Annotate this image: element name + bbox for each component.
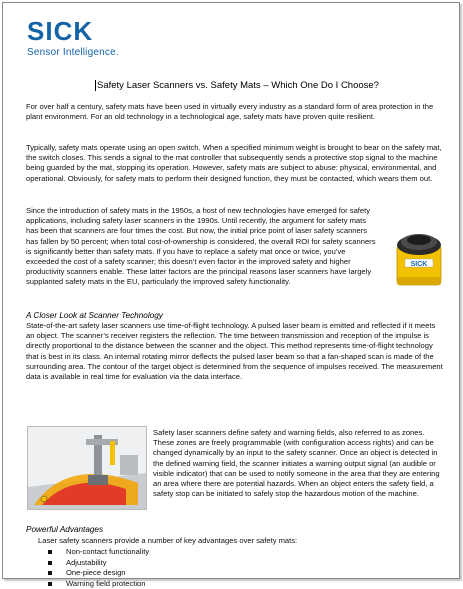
- scanner-logo-mark: SICK: [410, 261, 428, 268]
- paragraph-safety-fields: Safety laser scanners define safety and warning fields, also referred to as zones. These zones are freely programmable (with configuration access rights) and can be changed dynamically by an input to the safety scanner. Once an object is detected in the defined warning field, the scanner initiates a warning output signal (an audible or visible indicator) that can be used to notify someone in the area that they are entering an area where there are potential hazards. When an object enters the safety field, a safety stop can be initiated to safely stop the hazardous motion of the machine.: [153, 428, 440, 499]
- list-item: One-piece design: [48, 568, 149, 579]
- paragraph-intro: For over half a century, safety mats have been used in virtually every industry as a standard form of area protection in the plant environment. For an old technology in a technological age, safety mats have proven quite resilient.: [26, 102, 434, 122]
- paragraph-advantages-intro: Laser safety scanners provide a number of key advantages over safety mats:: [38, 536, 298, 545]
- document-title: Safety Laser Scanners vs. Safety Mats – Which One Do I Choose?: [97, 80, 379, 91]
- logo-tagline: Sensor Intelligence.: [27, 47, 119, 58]
- safety-scanner-image: [391, 225, 447, 289]
- sick-logo: [27, 18, 119, 58]
- heading-scanner-technology: A Closer Look at Scanner Technology: [26, 311, 163, 320]
- list-item: Adjustability: [48, 558, 149, 569]
- list-item: Non-contact functionality: [48, 547, 149, 558]
- document-page: [2, 2, 460, 588]
- heading-powerful-advantages: Powerful Advantages: [26, 525, 104, 534]
- advantages-list: [48, 547, 149, 589]
- logo-brand: SICK: [27, 16, 94, 46]
- list-item: Warning field protection: [48, 579, 149, 589]
- robot-cell-image: [27, 426, 147, 510]
- paragraph-time-of-flight: State-of-the-art safety laser scanners use time-of-flight technology. A pulsed laser beam is emitted and reflected if it meets an object. The scanner’s receiver registers the reflection. The time between transmission and reception of the impulse is directly proportional to the distance between the scanner and the object. This method represents time-of-flight technology that is best in its class. An internal rotating mirror deflects the pulsed laser beam so that a fan-shaped scan is made of the surrounding area. The contour of the target object is determined from the sequence of impulses received. The measurement data is available in real time for evaluation via the data interface.: [26, 321, 443, 382]
- paragraph-mat-operation: Typically, safety mats operate using an open switch. When a specified minimum weight is brought to bear on the safety mat, the switch closes. This sends a signal to the mat controller that subsequently sends a protective stop signal to the machine being guarded by the mat, stopping its operation. However, safety mats are subject to abuse: physical, environmental, and operational. Obviously, for safety mats to perform their designed function, they must be contacted, which wears them out.: [26, 143, 442, 183]
- paragraph-history: Since the introduction of safety mats in the 1950s, a host of new technologies have emerged for safety applications, including safety laser scanners in the 1990s. Until recently, the argument for safety mats has been that scanners are four times the cost. But now, the initial price point of laser safety scanners has fallen by 50 percent; when total cost-of-ownership is considered, the overall ROI for safety scanners is significantly better than safety mats. If you have to replace a safety mat once or twice, you’ve exceeded the cost of a safety scanner; this doesn’t even factor in the improved safety and higher productivity scanners enable. These latter factors are the principal reasons laser scanners have largely supplanted safety mats in the EU, particularly the improved safety functionality.: [26, 206, 376, 287]
